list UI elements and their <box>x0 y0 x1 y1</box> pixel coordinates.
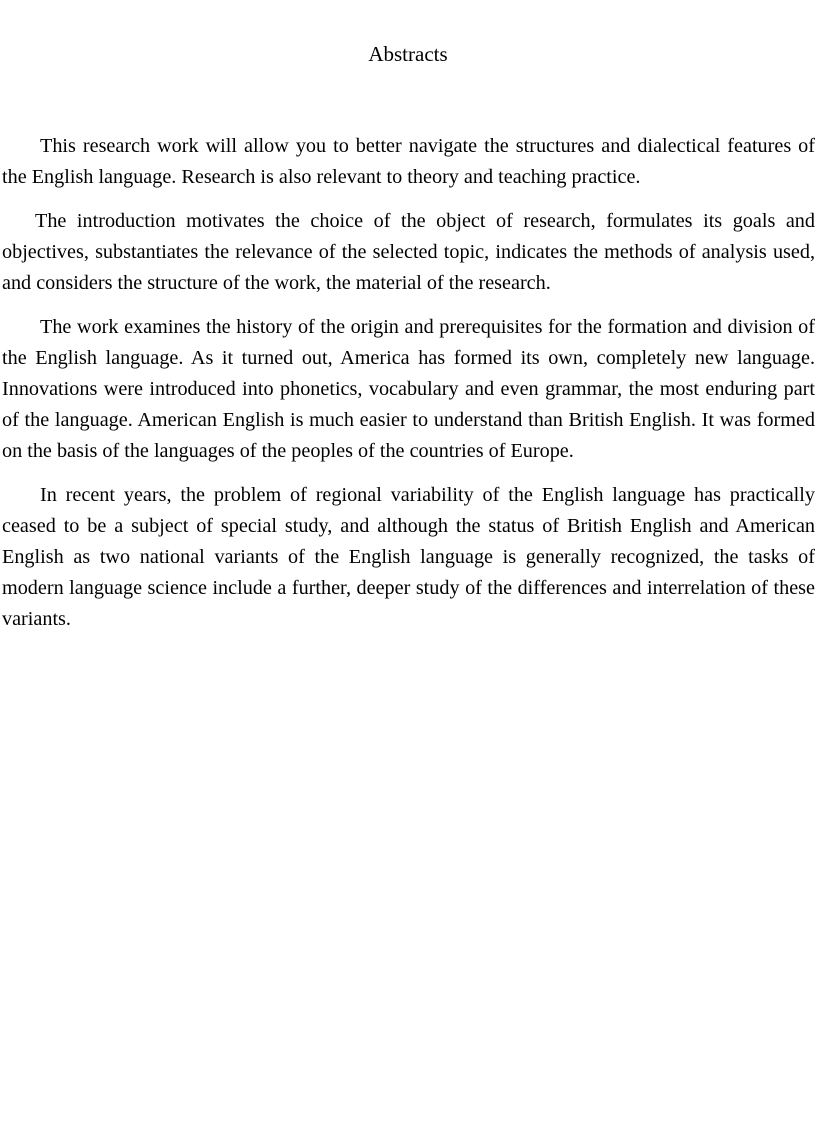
paragraph-1: This research work will allow you to better navigate the structures and dialectical features of the English language. Research is also relevant to theory and teaching practice. <box>2 135 815 188</box>
abstract-body <box>2 131 815 648</box>
paragraph-4: In recent years, the problem of regional variability of the English language has practically ceased to be a subject of special study, and although the status of British English and American English as two national variants of the English language is generally recognized, the tasks of modern language science include a further, deeper study of the differences and interrelation of these variants. <box>2 484 815 630</box>
paragraph-3: The work examines the history of the origin and prerequisites for the formation and division of the English language. As it turned out, America has formed its own, completely new language. Innovations were introduced into phonetics, vocabulary and even grammar, the most enduring part of the language. American English is much easier to understand than British English. It was formed on the basis of the languages of the peoples of the countries of Europe. <box>2 316 815 462</box>
paragraph-2: The introduction motivates the choice of the object of research, formulates its goals and objectives, substantiates the relevance of the selected topic, indicates the methods of analysis used, and considers the structure of the work, the material of the research. <box>2 210 815 294</box>
page-title: Abstracts <box>368 42 448 66</box>
